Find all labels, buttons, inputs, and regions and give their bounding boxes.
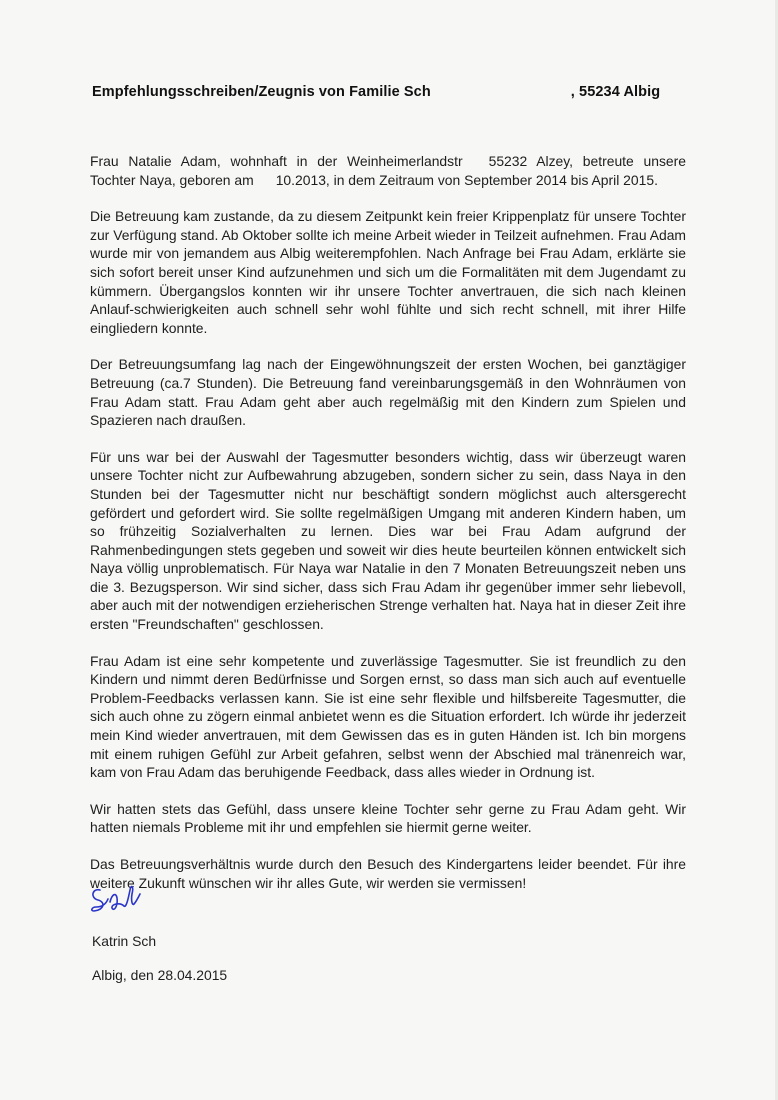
- paragraph-1: Die Betreuung kam zustande, da zu diesem Zeitpunkt kein freier Krippenplatz für unsere Tochter zur Verfügung stand. Ab Oktober sollte ich meine Arbeit wieder in Teilzeit aufnehmen. Frau Adam wurde mir von jemandem aus Albig weiterempfohlen. Nach Anfrage bei Frau Adam, erklärte sie sich sofort bereit unser Kind aufzunehmen und sich um die Formalitäten mit dem Jugendamt zu kümmern. Übergangslos konnten wir ihr unsere Tochter anvertrauen, die sich nach kleinen Anlauf-schwierigkeiten auch schnell sehr wohl fühlte und sich recht schnell, mit ihrer Hilfe eingliedern konnte.: [90, 208, 686, 336]
- paragraph-6: Das Betreuungsverhältnis wurde durch den Besuch des Kindergartens leider beendet. Für ihre weitere Zukunft wünschen wir ihr alles Gute, wir werden sie vermissen!: [90, 856, 686, 891]
- intro-line-1-a: Frau Natalie Adam, wohnhaft in der Weinheimerlandstr: [90, 153, 463, 169]
- intro-paragraph: [90, 152, 686, 189]
- letter-body: [90, 152, 686, 910]
- intro-line-2: [90, 171, 686, 190]
- heading-text-part1: Empfehlungsschreiben/Zeugnis von Familie Sch: [92, 84, 431, 100]
- paragraph-4: Frau Adam ist eine sehr kompetente und zuverlässige Tagesmutter. Sie ist freundlich zu den Kindern und nimmt deren Bedürfnisse und Sorgen ernst, so dass man sich auch auf eventuelle Problem-Feedbacks verlassen kann. Sie ist eine sehr flexible und hilfsbereite Tagesmutter, die sich auch ohne zu zögern einmal anbietet wenn es die Situation erfordert. Ich würde ihr jederzeit mein Kind wieder anvertrauen, mit dem Gewissen das es in guten Händen ist. Ich bin morgens mit einem ruhigen Gefühl zur Arbeit gefahren, selbst wenn der Abschied mal tränenreich war, kam von Frau Adam das beruhigende Feedback, dass alles wieder in Ordnung ist.: [90, 652, 686, 781]
- intro-line-2-a: Tochter Naya, geboren am: [90, 171, 254, 188]
- paragraph-5: Wir hatten stets das Gefühl, dass unsere kleine Tochter sehr gerne zu Frau Adam geht. Wir hatten niemals Probleme mit ihr und empfehlen sie hiermit gerne weiter.: [90, 800, 686, 836]
- letter-heading: [92, 84, 660, 100]
- intro-line-1: [90, 152, 686, 171]
- handwritten-signature: [86, 880, 176, 920]
- intro-line-1-b: 55232 Alzey, betreute unsere: [488, 153, 686, 169]
- intro-line-2-b: 10.2013, in dem Zeitraum von September 2014 bis April 2015.: [275, 171, 658, 188]
- paragraph-3: Für uns war bei der Auswahl der Tagesmutter besonders wichtig, dass wir überzeugt waren unsere Tochter nicht zur Aufbewahrung abzugeben, sondern sicher zu sein, dass Naya in den Stunden bei der Tagesmutter nicht nur beschäftigt sondern möglichst auch altersgerecht gefördert und gefordert wird. Sie sollte regelmäßigen Umgang mit anderen Kindern haben, um so frühzeitig Sozialverhalten zu lernen. Dies war bei Frau Adam aufgrund der Rahmenbedingungen stets gegeben und soweit wir dies heute beurteilen können entwickelt sich Naya völlig unproblematisch. Für Naya war Natalie in den 7 Monaten Betreuungszeit neben uns die 3. Bezugsperson. Wir sind sicher, dass sich Frau Adam ihr gegenüber immer sehr liebevoll, aber auch mit der notwendigen erzieherischen Strenge verhalten hat. Naya hat in dieser Zeit ihre ersten "Freundschaften" geschlossen.: [90, 448, 686, 633]
- paragraph-2: Der Betreuungsumfang lag nach der Eingewöhnungszeit der ersten Wochen, bei ganztägiger Betreuung (ca.7 Stunden). Die Betreuung fand vereinbarungsgemäß in den Wohnräumen von Frau Adam statt. Frau Adam geht aber auch regelmäßig mit den Kindern zum Spielen und Spazieren nach draußen.: [90, 356, 686, 429]
- signer-name: Katrin Sch: [92, 933, 157, 949]
- heading-text-part2: , 55234 Albig: [570, 84, 661, 100]
- place-and-date: Albig, den 28.04.2015: [92, 967, 228, 983]
